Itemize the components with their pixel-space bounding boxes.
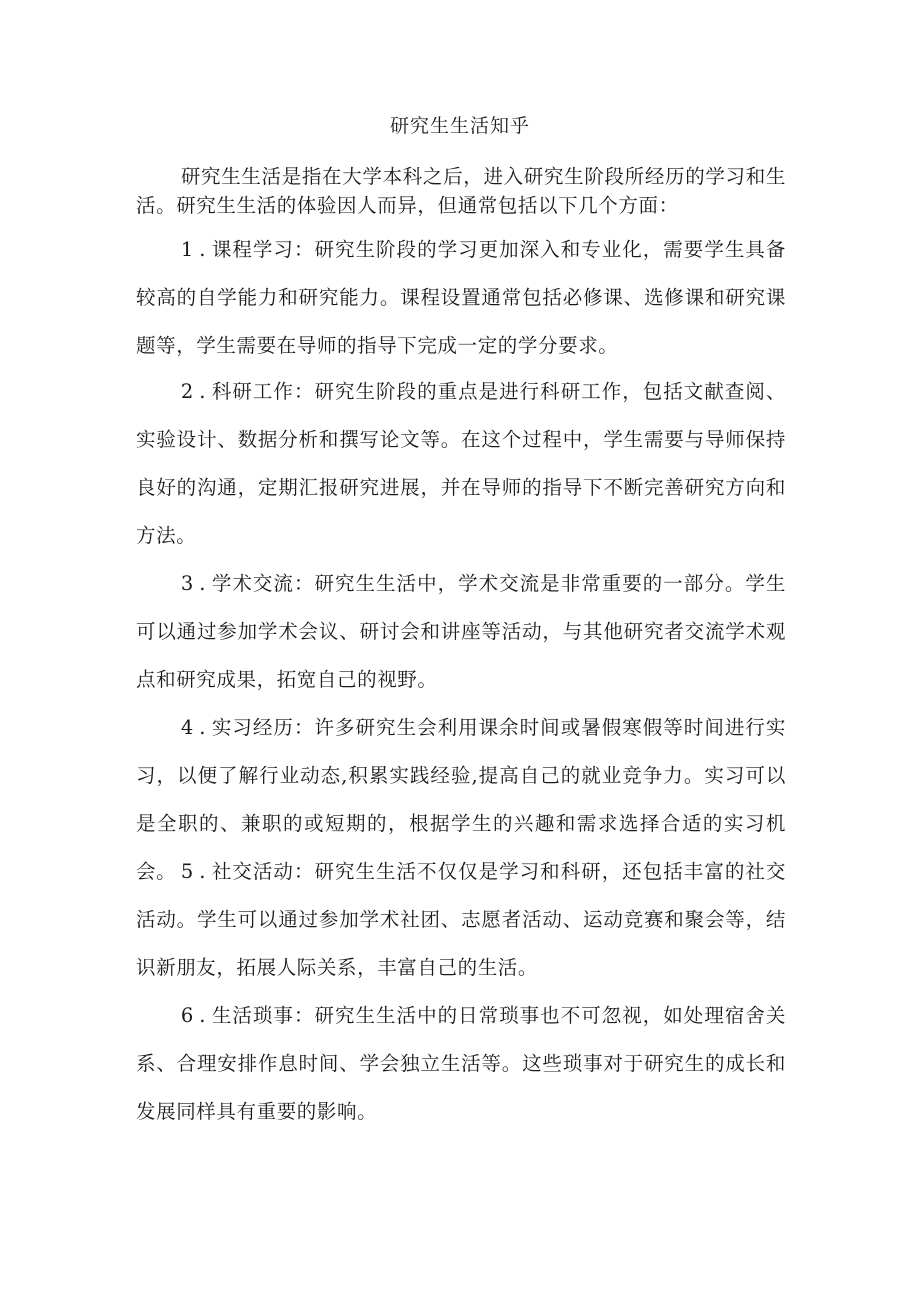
item-text: 课程学习：研究生阶段的学习更加深入和专业化，需要学生具备较高的自学能力和研究能力。课程设置通常包括必修课、选修课和研究课题等，学生需要在导师的指导下完成一定的学分要求。 [136,238,786,357]
document-title: 研究生生活知乎 [389,115,530,137]
item-number: 6. [180,1004,212,1027]
item-text: 社交活动：研究生生活不仅仅是学习和科研，还包括丰富的社交活动。学生可以通过参加学术社团、志愿者活动、运动竞赛和聚会等，结识新朋友，拓展人际关系，丰富自己的生活。 [136,860,786,979]
intro-paragraph: 研究生生活是指在大学本科之后，进入研究生阶段所经历的学习和生活。研究生生活的体验因人而异，但通常包括以下几个方面： [136,165,786,217]
item-number: 5. [180,860,212,883]
item-number: 1. [180,238,212,261]
item-text: 科研工作：研究生阶段的重点是进行科研工作，包括文献查阅、实验设计、数据分析和撰写论文等。在这个过程中，学生需要与导师保持良好的沟通，定期汇报研究进展，并在导师的指导下不断完善研究方向和方法。 [136,380,786,547]
item-number: 4. [180,716,212,739]
item-text: 生活琐事：研究生生活中的日常琐事也不可忽视，如处理宿舍关系、合理安排作息时间、学会独立生活等。这些琐事对于研究生的成长和发展同样具有重要的影响。 [136,1004,786,1123]
list-item [136,848,786,992]
list-item [136,992,786,1136]
item-text: 学术交流：研究生生活中，学术交流是非常重要的一部分。学生可以通过参加学术会议、研讨会和讲座等活动，与其他研究者交流学术观点和研究成果，拓宽自己的视野。 [136,572,786,691]
list-item [136,368,786,560]
item-number: 2. [180,380,212,403]
item-text: 实习经历：许多研究生会利用课余时间或暑假寒假等时间进行实习，以便了解行业动态,积累实践经验,提高自己的就业竞争力。实习可以是全职的、兼职的或短期的，根据学生的兴趣和需求选择合适的实习机会。 [136,716,786,883]
list-item [136,560,786,704]
item-number: 3. [180,572,212,595]
list-item [136,226,786,370]
